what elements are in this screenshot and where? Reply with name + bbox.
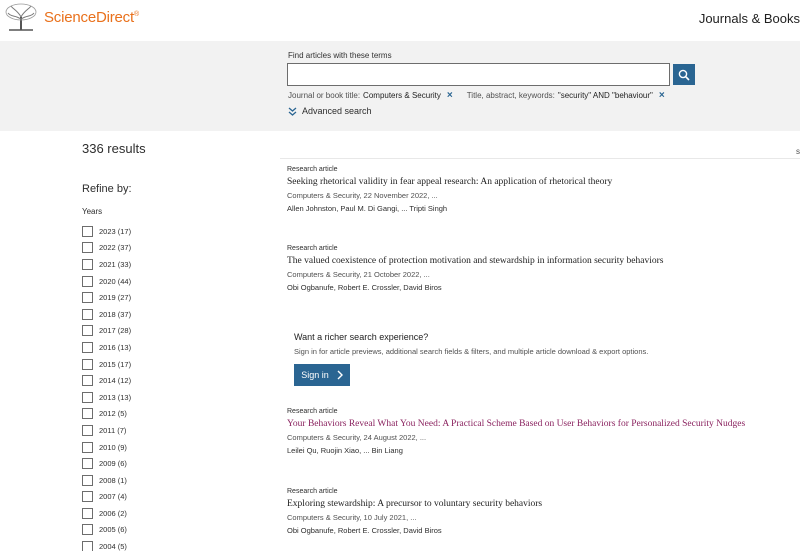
filter-key: Journal or book title:: [288, 91, 361, 100]
sign-in-label: Sign in: [301, 370, 329, 380]
article-source: Computers & Security, 10 July 2021, ...: [287, 513, 417, 522]
active-filters: [288, 91, 665, 100]
year-filter-item[interactable]: [82, 406, 131, 423]
year-filter-item[interactable]: [82, 389, 131, 406]
year-filter-item[interactable]: [82, 422, 131, 439]
year-label: 2013 (13): [99, 392, 132, 402]
year-label: 2010 (9): [99, 442, 127, 452]
year-label: 2019 (27): [99, 293, 132, 303]
article-authors: Allen Johnston, Paul M. Di Gangi, ... Tripti Singh: [287, 204, 448, 213]
year-checkbox[interactable]: [82, 541, 93, 551]
article-source: Computers & Security, 24 August 2022, ...: [287, 433, 427, 442]
year-label: 2005 (6): [99, 525, 127, 535]
year-checkbox[interactable]: [82, 442, 93, 453]
year-checkbox[interactable]: [82, 325, 93, 336]
signin-promo: [294, 332, 648, 386]
year-label: 2011 (7): [99, 425, 127, 435]
advanced-search-toggle[interactable]: [288, 106, 372, 116]
year-checkbox[interactable]: [82, 242, 93, 253]
year-label: 2023 (17): [99, 226, 132, 236]
year-filter-item[interactable]: [82, 489, 131, 506]
year-label: 2016 (13): [99, 342, 132, 352]
year-checkbox[interactable]: [82, 342, 93, 353]
year-checkbox[interactable]: [82, 226, 93, 237]
year-checkbox[interactable]: [82, 425, 93, 436]
year-filter-item[interactable]: [82, 472, 131, 489]
year-label: 2008 (1): [99, 475, 127, 485]
sort-label[interactable]: s: [796, 147, 800, 156]
year-checkbox[interactable]: [82, 309, 93, 320]
article-type: Research article: [287, 408, 338, 415]
year-checkbox[interactable]: [82, 359, 93, 370]
result-item: [287, 488, 542, 535]
article-source: Computers & Security, 21 October 2022, ...: [287, 270, 430, 279]
year-label: 2007 (4): [99, 492, 127, 502]
year-checkbox[interactable]: [82, 259, 93, 270]
promo-title: Want a richer search experience?: [294, 332, 429, 342]
year-filter-item[interactable]: [82, 289, 131, 306]
filter-chip-keywords: [467, 91, 665, 100]
year-filter-item[interactable]: [82, 522, 131, 539]
article-title-link[interactable]: Your Behaviors Reveal What You Need: A Practical Scheme Based on User Behaviors for Personalized Security Nudges: [287, 419, 746, 429]
year-label: 2017 (28): [99, 326, 132, 336]
article-source: Computers & Security, 22 November 2022, ...: [287, 191, 438, 200]
year-label: 2022 (37): [99, 243, 132, 253]
refine-heading: Refine by:: [82, 183, 132, 195]
article-authors: Leilei Qu, Ruojin Xiao, ... Bin Liang: [287, 446, 403, 455]
brand-logo[interactable]: [44, 9, 139, 26]
year-checkbox[interactable]: [82, 475, 93, 486]
year-label: 2004 (5): [99, 542, 127, 551]
year-checkbox[interactable]: [82, 276, 93, 287]
year-label: 2009 (6): [99, 459, 127, 469]
year-checkbox[interactable]: [82, 392, 93, 403]
double-chevron-down-icon: [288, 107, 297, 116]
year-filter-item[interactable]: [82, 323, 131, 340]
year-checkbox[interactable]: [82, 491, 93, 502]
brand-mark: ®: [133, 11, 139, 18]
year-label: 2021 (33): [99, 259, 132, 269]
article-type: Research article: [287, 488, 338, 495]
year-filter-item[interactable]: [82, 273, 131, 290]
year-checkbox[interactable]: [82, 408, 93, 419]
year-filter-list: [82, 223, 131, 551]
year-checkbox[interactable]: [82, 458, 93, 469]
remove-filter-close-icon[interactable]: ×: [658, 89, 665, 101]
year-filter-item[interactable]: [82, 372, 131, 389]
years-filter-label: Years: [82, 207, 103, 216]
year-filter-item[interactable]: [82, 223, 131, 240]
year-checkbox[interactable]: [82, 375, 93, 386]
year-filter-item[interactable]: [82, 240, 131, 257]
search-icon: [678, 69, 690, 81]
elsevier-tree-logo-icon[interactable]: [3, 3, 39, 31]
search-label: Find articles with these terms: [288, 51, 392, 60]
year-checkbox[interactable]: [82, 508, 93, 519]
year-label: 2018 (37): [99, 309, 132, 319]
year-filter-item[interactable]: [82, 439, 131, 456]
site-header: [0, 0, 800, 41]
result-item: [287, 408, 745, 455]
filter-chip-journal: [288, 91, 453, 100]
article-authors: Obi Ogbanufe, Robert E. Crossler, David Biros: [287, 283, 442, 292]
article-type: Research article: [287, 166, 338, 173]
year-filter-item[interactable]: [82, 538, 131, 551]
year-filter-item[interactable]: [82, 256, 131, 273]
year-label: 2015 (17): [99, 359, 132, 369]
year-label: 2014 (12): [99, 376, 132, 386]
year-checkbox[interactable]: [82, 292, 93, 303]
chevron-right-icon: [337, 370, 343, 380]
year-label: 2006 (2): [99, 508, 127, 518]
year-filter-item[interactable]: [82, 356, 131, 373]
year-label: 2012 (5): [99, 409, 127, 419]
sign-in-button[interactable]: [294, 364, 350, 386]
results-divider: [280, 158, 800, 159]
filter-key: Title, abstract, keywords:: [466, 91, 555, 100]
search-input[interactable]: [287, 63, 670, 86]
year-filter-item[interactable]: [82, 339, 131, 356]
promo-text: Sign in for article previews, additional search fields & filters, and multiple article download & export options.: [294, 347, 649, 356]
brand-name: ScienceDirect: [44, 9, 134, 26]
advanced-search-label: Advanced search: [302, 106, 372, 116]
year-checkbox[interactable]: [82, 524, 93, 535]
article-title-link[interactable]: Seeking rhetorical validity in fear appeal research: An application of rhetorical theory: [287, 177, 613, 187]
year-label: 2020 (44): [99, 276, 132, 286]
result-item: [287, 245, 663, 292]
results-count: 336 results: [82, 141, 146, 156]
filter-value: Computers & Security: [363, 91, 441, 100]
year-filter-item[interactable]: [82, 306, 131, 323]
search-panel: [0, 41, 800, 131]
search-button[interactable]: [673, 64, 695, 85]
journals-books-link[interactable]: Journals & Books: [698, 11, 800, 26]
result-item: [287, 166, 612, 213]
article-title-link[interactable]: Exploring stewardship: A precursor to voluntary security behaviors: [287, 499, 543, 509]
year-filter-item[interactable]: [82, 455, 131, 472]
remove-filter-close-icon[interactable]: ×: [446, 89, 453, 101]
article-title-link[interactable]: The valued coexistence of protection motivation and stewardship in information security behaviors: [287, 256, 664, 266]
article-type: Research article: [287, 245, 338, 252]
article-authors: Obi Ogbanufe, Robert E. Crossler, David Biros: [287, 526, 442, 535]
filter-value: "security" AND "behaviour": [557, 91, 653, 100]
year-filter-item[interactable]: [82, 505, 131, 522]
